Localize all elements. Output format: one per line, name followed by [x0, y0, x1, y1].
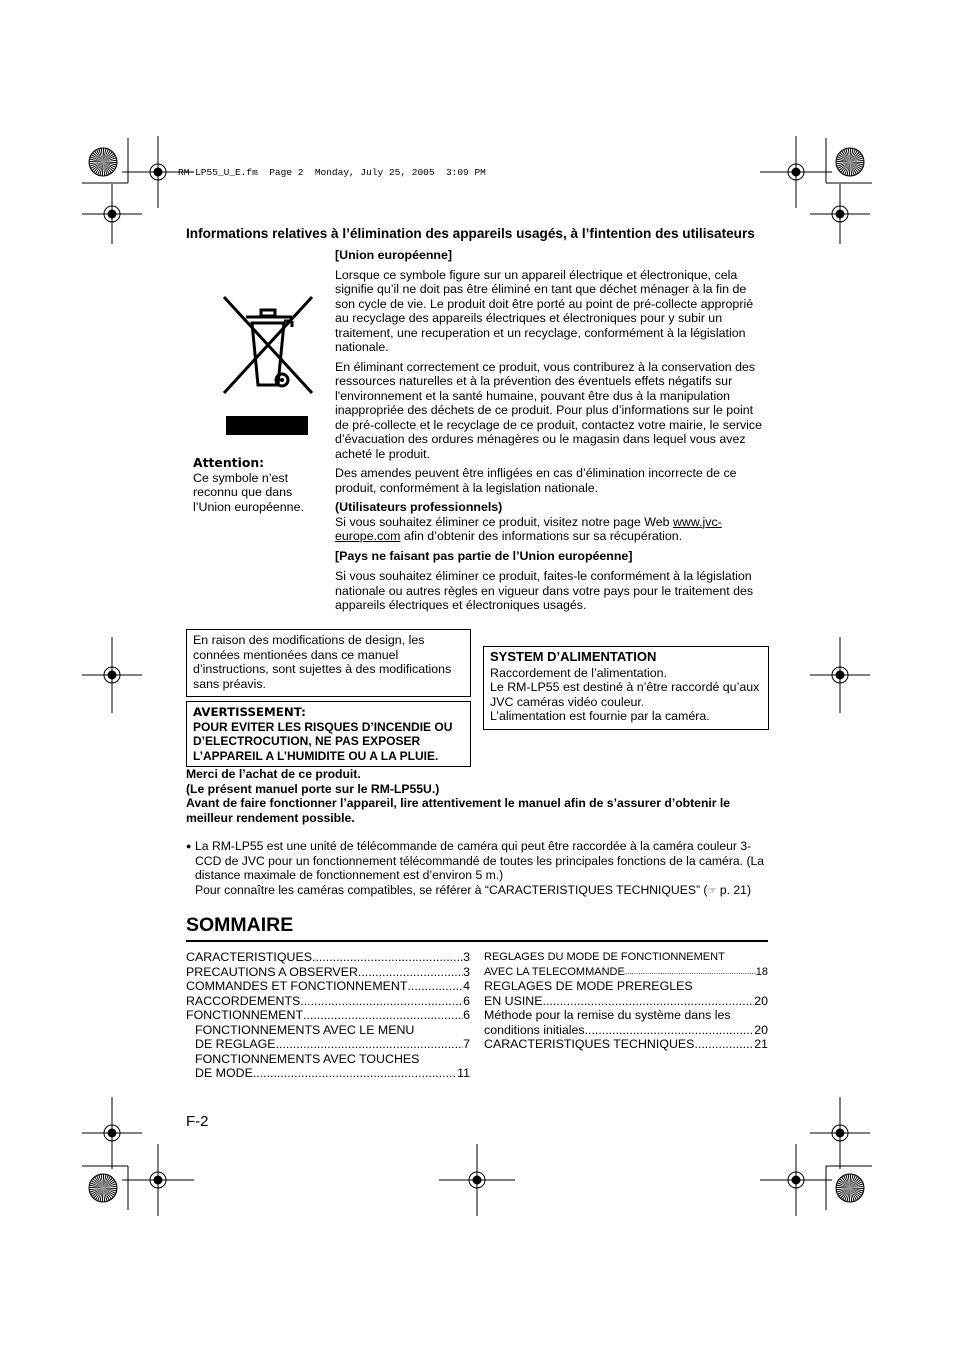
pro-text-end: afin d’obtenir des informations sur sa récupération. — [400, 529, 683, 543]
toc-label: FONCTIONNEMENTS AVEC LE MENU — [195, 1022, 415, 1037]
file-header: RM-LP55_U_E.fm Page 2 Monday, July 25, 2005 3:09 PM — [178, 167, 486, 178]
toc-label: REGLAGES DU MODE DE FONCTIONNEMENT — [484, 951, 725, 963]
toc-label-cont: DE REGLAGE — [195, 1037, 276, 1051]
toc-entry[interactable] — [484, 1008, 768, 1037]
warning-box — [186, 701, 471, 767]
toc-label: FONCTIONNEMENTS AVEC TOUCHES — [195, 1051, 420, 1066]
toc-label-cont: AVEC LA TELECOMMANDE — [484, 965, 625, 978]
star-target-icon — [836, 1174, 864, 1202]
crossed-out-bin-icon — [218, 295, 318, 435]
toc-page: 20 — [754, 1022, 768, 1037]
eu-paragraph-2: En éliminant correctement ce produit, vous contriburez à la conservation des ressources naturelles et à la prévention des éventuels effets négatifs sur l'environnement et la santé humaine, pouvant être dus à la manipulation inappropriée des déchets de ce produit. Pour plus d’informations sur le point de pré-collecte et le recyclage de ce produit, contactez votre mairie, le service d’évacuation des ordures ménagères ou le magasin dans lequel vous avez acheté le produit. — [335, 359, 762, 461]
power-line-2: Le RM-LP55 est destiné à n’être raccordé qu’aux JVC caméras vidéo couleur. — [490, 680, 760, 709]
eu-paragraph-1: Lorsque ce symbole figure sur un appareil électrique et électronique, cela signifie qu’il ne doit pas être éliminé en tant que déchet ménager à la fin de son cycle de vie. Le produit doit être porté au point de pré-collecte approprié au recyclage des appareils électriques et électroniques pour y subir un traitement, une recuperation et un recyclage, conformément à la législation nationale. — [335, 267, 754, 354]
page-title: Informations relatives à l’élimination des appareils usagés, à l’fintention des utilisateurs — [186, 226, 755, 241]
toc-page: 7 — [463, 1037, 470, 1051]
attention-note — [193, 456, 323, 514]
toc-page: 11 — [457, 1066, 470, 1080]
toc-entry[interactable] — [484, 1037, 768, 1052]
toc-entry[interactable] — [186, 1008, 470, 1023]
thanks-block — [186, 767, 768, 825]
attention-label: Attention: — [193, 455, 265, 470]
toc-entry[interactable] — [484, 979, 768, 1008]
toc-label: COMMANDES ET FONCTIONNEMENT — [186, 979, 408, 993]
toc-page: 4 — [463, 979, 470, 993]
ref-page: p. 21) — [716, 882, 752, 897]
toc-label: PRECAUTIONS A OBSERVER — [186, 964, 358, 979]
sommaire-rule — [186, 940, 768, 942]
pro-heading: (Utilisateurs professionnels) — [335, 500, 503, 514]
pointing-hand-icon: ☞ — [707, 885, 717, 897]
attention-text: Ce symbole n’est reconnu que dans l’Union européenne. — [193, 470, 304, 514]
eu-section — [335, 248, 767, 618]
thanks-line-1: Merci de l’achat de ce produit. — [186, 767, 361, 781]
toc-entry[interactable] — [186, 950, 470, 965]
power-box — [483, 646, 769, 730]
toc-label: FONCTIONNEMENT — [186, 1008, 304, 1022]
warning-text: POUR EVITER LES RISQUES D’INCENDIE OU D’ELECTROCUTION, NE PAS EXPOSER L’APPAREIL A L’HUMIDITE OU A LA PLUIE. — [193, 719, 453, 763]
bullet-ref — [186, 883, 770, 900]
warning-label: AVERTISSEMENT: — [193, 705, 306, 719]
ref-text: Pour connaître les caméras compatibles, se référer à “CARACTERISTIQUES TECHNIQUES” ( — [195, 882, 708, 897]
toc-entry[interactable] — [186, 994, 470, 1009]
toc-label: CARACTERISTIQUES TECHNIQUES — [484, 1037, 695, 1051]
toc-entry[interactable] — [186, 1052, 470, 1081]
toc-entry[interactable] — [186, 1023, 470, 1052]
jvc-europe-link[interactable]: www.jvc-europe.com — [335, 514, 722, 543]
toc-label-cont: conditions initiales — [484, 1022, 585, 1037]
bullet-icon: ● — [186, 841, 192, 851]
toc-page: 6 — [463, 993, 470, 1008]
toc-entry[interactable] — [186, 979, 470, 994]
design-notice-text: En raison des modifications de design, les connées mentionées dans ce manuel d’instructions, sont sujettes à des modifications sans préavis. — [193, 633, 452, 691]
toc-left — [186, 950, 470, 1081]
toc-page: 6 — [463, 1008, 470, 1022]
power-line-1: Raccordement de l’alimentation. — [490, 665, 668, 680]
toc-page: 3 — [463, 950, 470, 964]
page-number: F-2 — [186, 1113, 209, 1130]
toc-page: 20 — [754, 993, 768, 1008]
bullet-block — [186, 839, 770, 899]
star-target-icon — [89, 1174, 117, 1202]
noneu-paragraph: Si vous souhaitez éliminer ce produit, faites-le conformément à la législation nationale ou autres règles en vigueur dans votre pays pour le traitement des appareils électriques et électroniques usagés. — [335, 569, 754, 612]
sommaire-title: SOMMAIRE — [186, 914, 294, 936]
toc-page: 3 — [463, 964, 470, 979]
eu-heading: [Union européenne] — [335, 248, 453, 262]
toc-page: 21 — [754, 1037, 768, 1051]
noneu-heading: [Pays ne faisant pas partie de l’Union européenne] — [335, 548, 633, 563]
toc-right — [484, 950, 768, 1052]
thanks-line-3: Avant de faire fonctionner l’appareil, lire attentivement le manuel afin de s’assurer d’obtenir le meilleur rendement possible. — [186, 796, 731, 825]
star-target-icon — [836, 148, 864, 176]
toc-entry[interactable] — [484, 950, 768, 979]
toc-label: Méthode pour la remise du système dans les — [484, 1008, 731, 1022]
power-line-3: L’alimentation est fournie par la caméra. — [490, 709, 710, 723]
bullet-text: La RM-LP55 est une unité de télécommande de caméra qui peut être raccordée à la caméra couleur 3-CCD de JVC pour un fonctionnement télécommandé de toutes les principales fonctions de la caméra. (La distance maximale de fonctionnement est d’environ 5 m.) — [195, 839, 765, 882]
power-heading: SYSTEM D’ALIMENTATION — [490, 649, 657, 664]
toc-page: 18 — [755, 965, 768, 978]
star-target-icon — [89, 148, 117, 176]
thanks-line-2: (Le présent manuel porte sur le RM-LP55U.) — [186, 781, 440, 796]
eu-paragraph-3: Des amendes peuvent être infligées en cas d’élimination incorrecte de ce produit, conformément à la legislation nationale. — [335, 466, 737, 495]
toc-label: REGLAGES DE MODE PREREGLES — [484, 979, 693, 993]
design-notice-box — [186, 629, 471, 697]
pro-text: Si vous souhaitez éliminer ce produit, visitez notre page Web — [335, 514, 673, 529]
toc-entry[interactable] — [186, 965, 470, 980]
toc-label: CARACTERISTIQUES — [186, 950, 312, 964]
toc-label: RACCORDEMENTS — [186, 993, 301, 1008]
toc-label-cont: EN USINE — [484, 993, 543, 1008]
pro-paragraph — [335, 515, 767, 544]
toc-label-cont: DE MODE — [195, 1066, 253, 1080]
